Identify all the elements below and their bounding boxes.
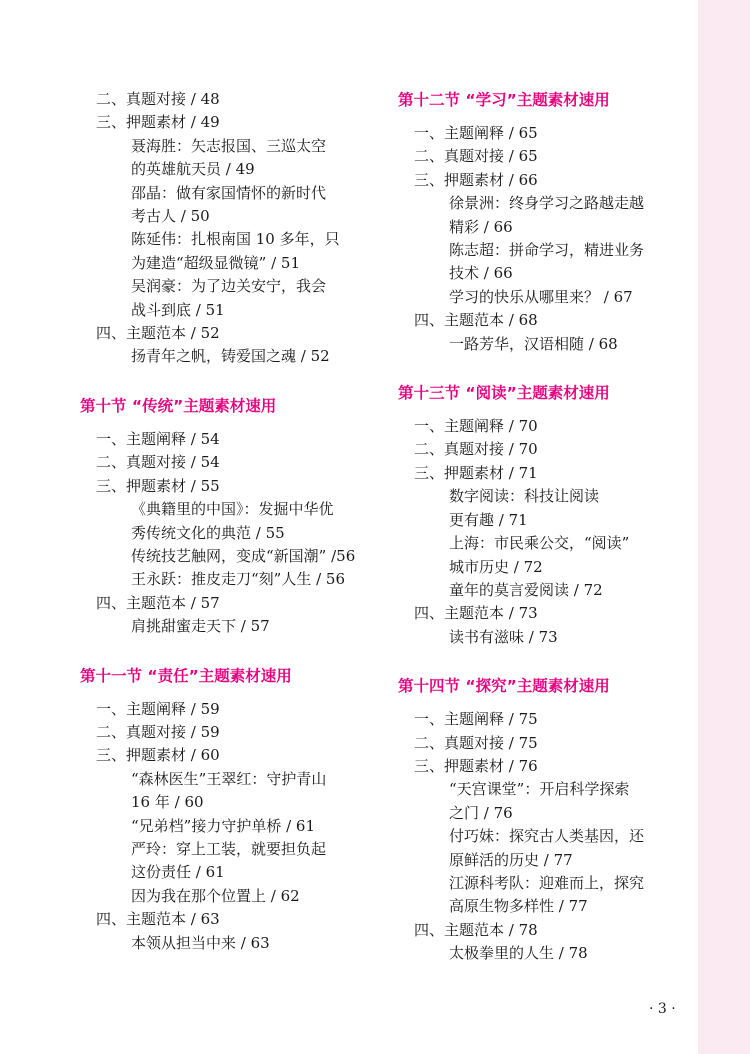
toc-entry: 秀传统文化的典范 / 55 (131, 523, 285, 542)
toc-subsection: 三、押题素材 / 71 (414, 463, 538, 482)
toc-subsection: 一、主题阐释 / 54 (96, 429, 220, 448)
section-spacer (80, 639, 380, 664)
toc-entry: 严玲：穿上工装，就要担负起 (131, 839, 327, 858)
toc-entry: “森林医生”王翠红：守护青山 (131, 769, 327, 788)
toc-subsection: 四、主题范本 / 52 (96, 324, 220, 343)
toc-entry: 学习的快乐从哪里来？ / 67 (449, 287, 633, 306)
section-spacer (398, 112, 698, 122)
toc-subsection: 三、押题素材 / 60 (96, 746, 220, 765)
toc-subsection: 一、主题阐释 / 70 (414, 417, 538, 436)
toc-entry: 徐景洲：终身学习之路越走越 (449, 194, 645, 213)
toc-entry: 童年的莫言爱阅读 / 72 (449, 580, 603, 599)
toc-subsection: 四、主题范本 / 73 (414, 604, 538, 623)
toc-subsection: 二、真题对接 / 54 (96, 453, 220, 472)
toc-entry: 高原生物多样性 / 77 (449, 897, 588, 916)
toc-subsection: 四、主题范本 / 78 (414, 920, 538, 939)
section-spacer (80, 418, 380, 428)
section-title: 第十二节 “学习”主题素材速用 (398, 91, 610, 109)
toc-entry: 《典籍里的中国》：发掘中华优 (131, 500, 334, 519)
toc-entry: 的英雄航天员 / 49 (131, 160, 255, 179)
section-spacer (80, 688, 380, 698)
toc-subsection: 三、押题素材 / 55 (96, 476, 220, 495)
toc-subsection: 二、真题对接 / 65 (414, 147, 538, 166)
toc-entry: 江源科考队：迎难而上，探究 (449, 873, 645, 892)
toc-entry: 考古人 / 50 (131, 207, 210, 226)
toc-entry: 本领从担当中来 / 63 (131, 933, 270, 952)
toc-subsection: 二、真题对接 / 75 (414, 733, 538, 752)
toc-entry: 因为我在那个位置上 / 62 (131, 886, 300, 905)
toc-subsection: 二、真题对接 / 70 (414, 440, 538, 459)
toc-entry: 付巧妹：探究古人类基因，还 (449, 827, 645, 846)
toc-entry: 一路芳华，汉语相随 / 68 (449, 334, 618, 353)
section-spacer (80, 369, 380, 394)
toc-subsection: 四、主题范本 / 57 (96, 593, 220, 612)
toc-entry: 陈延伟：扎根南国 10 多年，只 (131, 230, 340, 249)
toc-entry: 吴润豪：为了边关安宁，我会 (131, 277, 327, 296)
toc-subsection: 二、真题对接 / 59 (96, 722, 220, 741)
section-spacer (398, 356, 698, 381)
toc-subsection: 四、主题范本 / 68 (414, 311, 538, 330)
section-title: 第十四节 “探究”主题素材速用 (398, 677, 610, 696)
toc-entry: 战斗到底 / 51 (131, 300, 225, 319)
section-spacer (398, 405, 698, 415)
toc-entry: 扬青年之帆，铸爱国之魂 / 52 (131, 347, 330, 366)
toc-entry: 数字阅读：科技让阅读 (449, 487, 600, 506)
toc-subsection: 一、主题阐释 / 75 (414, 710, 538, 729)
toc-subsection: 二、真题对接 / 48 (96, 90, 220, 108)
page-number: · 3 · (649, 1001, 676, 1017)
toc-entry: 城市历史 / 72 (449, 557, 543, 576)
page-edge-strip (698, 0, 750, 1054)
toc-entry: 之门 / 76 (449, 803, 513, 822)
section-spacer (398, 698, 698, 708)
toc-entry: 邵晶：做有家国情怀的新时代 (131, 183, 327, 202)
toc-entry: 上海：市民乘公交，“阅读” (449, 534, 630, 553)
toc-subsection: 一、主题阐释 / 59 (96, 699, 220, 718)
toc-entry: 16 年 / 60 (131, 793, 204, 812)
toc-right-column (398, 88, 698, 966)
section-title: 第十三节 “阅读”主题素材速用 (398, 384, 610, 403)
toc-subsection: 三、押题素材 / 66 (414, 170, 538, 189)
toc-subsection: 三、押题素材 / 76 (414, 756, 538, 775)
toc-subsection: 一、主题阐释 / 65 (414, 124, 538, 142)
toc-entry: 技术 / 66 (449, 264, 513, 283)
toc-entry: 原鲜活的历史 / 77 (449, 850, 573, 869)
toc-entry: 太极拳里的人生 / 78 (449, 944, 588, 963)
toc-entry: 肩挑甜蜜走天下 / 57 (131, 617, 270, 636)
toc-entry: 王永跃：推皮走刀“刻”人生 / 56 (131, 570, 346, 589)
toc-entry: 聂海胜：矢志报国、三巡太空 (131, 136, 327, 155)
toc-entry: 传统技艺触网，变成“新国潮” /56 (131, 546, 356, 565)
toc-entry: 陈志超：拼命学习，精进业务 (449, 241, 645, 260)
toc-entry: 这份责任 / 61 (131, 863, 225, 882)
toc-subsection: 三、押题素材 / 49 (96, 113, 220, 132)
toc-entry: 更有趣 / 71 (449, 510, 528, 529)
toc-entry: “兄弟档”接力守护单桥 / 61 (131, 816, 316, 835)
toc-entry: 读书有滋味 / 73 (449, 627, 558, 646)
section-spacer (398, 649, 698, 674)
toc-entry: 精彩 / 66 (449, 217, 513, 236)
toc-entry: “天宫课堂”：开启科学探索 (449, 780, 630, 799)
toc-entry: 为建造“超级显微镜” / 51 (131, 253, 301, 272)
section-title: 第十一节 “责任”主题素材速用 (80, 666, 292, 685)
section-title: 第十节 “传统”主题素材速用 (80, 396, 277, 415)
toc-left-column (80, 88, 380, 955)
toc-subsection: 四、主题范本 / 63 (96, 910, 220, 929)
